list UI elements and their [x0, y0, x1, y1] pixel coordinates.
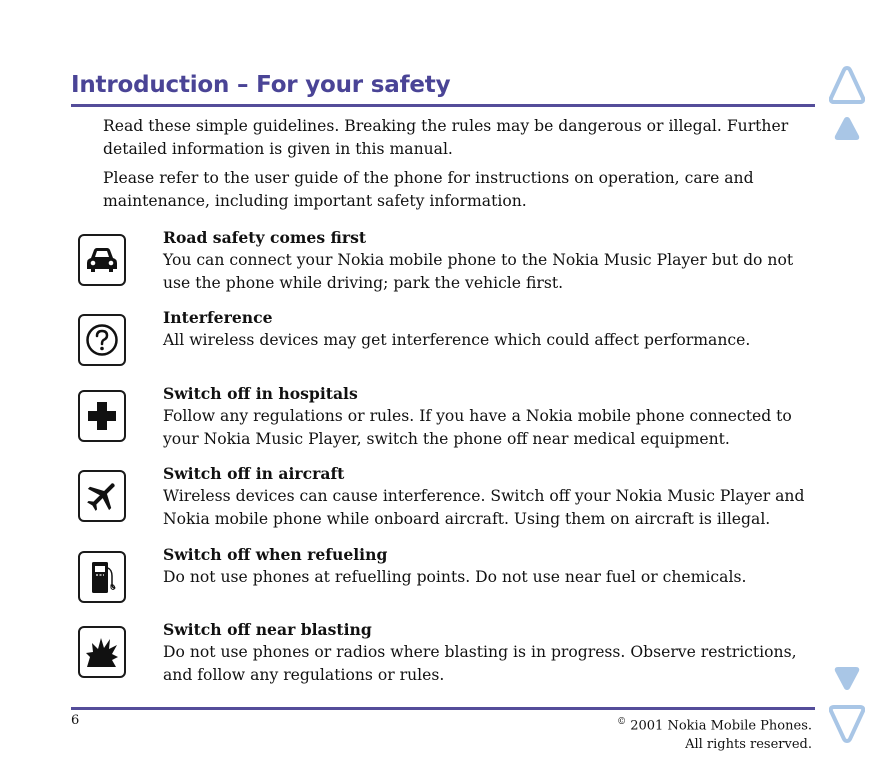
- item-heading: Switch off when refueling: [163, 545, 388, 564]
- page-title: Introduction – For your safety: [71, 72, 451, 98]
- item-body: Follow any regulations or rules. If you have a Nokia mobile phone connected to your Nokia Music Player, switch the phone off near medical equipment.: [163, 407, 792, 448]
- item-heading: Switch off in hospitals: [163, 384, 358, 403]
- item-body: Do not use phones or radios where blasting is in progress. Observe restrictions, and follow any regulations or rules.: [163, 643, 797, 684]
- item-heading: Road safety comes first: [163, 228, 367, 247]
- safety-item-refueling: [78, 543, 818, 603]
- intro-paragraph-1: Read these simple guidelines. Breaking the rules may be dangerous or illegal. Further detailed information is given in this manual.: [103, 117, 789, 158]
- intro-paragraph-2: Please refer to the user guide of the phone for instructions on operation, care and maintenance, including important safety information.: [103, 169, 754, 210]
- item-body: Do not use phones at refuelling points. Do not use near fuel or chemicals.: [163, 568, 747, 586]
- safety-item-hospitals: [78, 382, 818, 448]
- fuel-pump-icon: [78, 551, 126, 603]
- footer-rule: [71, 707, 815, 710]
- next-page-arrow-icon[interactable]: [834, 665, 860, 691]
- previous-page-arrow-icon[interactable]: [834, 116, 860, 142]
- last-page-arrow-icon[interactable]: [829, 703, 865, 745]
- item-body: You can connect your Nokia mobile phone to the Nokia Music Player but do not use the phone while driving; park the vehicle first.: [163, 251, 794, 292]
- item-heading: Interference: [163, 308, 273, 327]
- airplane-icon: [78, 470, 126, 522]
- safety-item-blasting: [78, 618, 818, 684]
- safety-item-road: [78, 226, 818, 292]
- copyright: [617, 713, 812, 754]
- item-heading: Switch off in aircraft: [163, 464, 345, 483]
- page-number: 6: [71, 713, 80, 728]
- medical-cross-icon: [78, 390, 126, 442]
- safety-item-aircraft: [78, 462, 818, 528]
- car-icon: [78, 234, 126, 286]
- item-heading: Switch off near blasting: [163, 620, 372, 639]
- header-rule: [71, 104, 815, 107]
- copyright-symbol: ©: [617, 717, 627, 727]
- item-body: Wireless devices can cause interference. Switch off your Nokia Music Player and Nokia mobile phone while onboard aircraft. Using them on aircraft is illegal.: [163, 487, 805, 528]
- explosion-icon: [78, 626, 126, 678]
- item-body: All wireless devices may get interference which could affect performance.: [163, 331, 751, 349]
- safety-item-interference: [78, 306, 818, 366]
- copyright-line-1: 2001 Nokia Mobile Phones.: [626, 718, 812, 734]
- copyright-line-2: All rights reserved.: [685, 737, 812, 753]
- first-page-arrow-icon[interactable]: [829, 66, 865, 106]
- question-icon: [78, 314, 126, 366]
